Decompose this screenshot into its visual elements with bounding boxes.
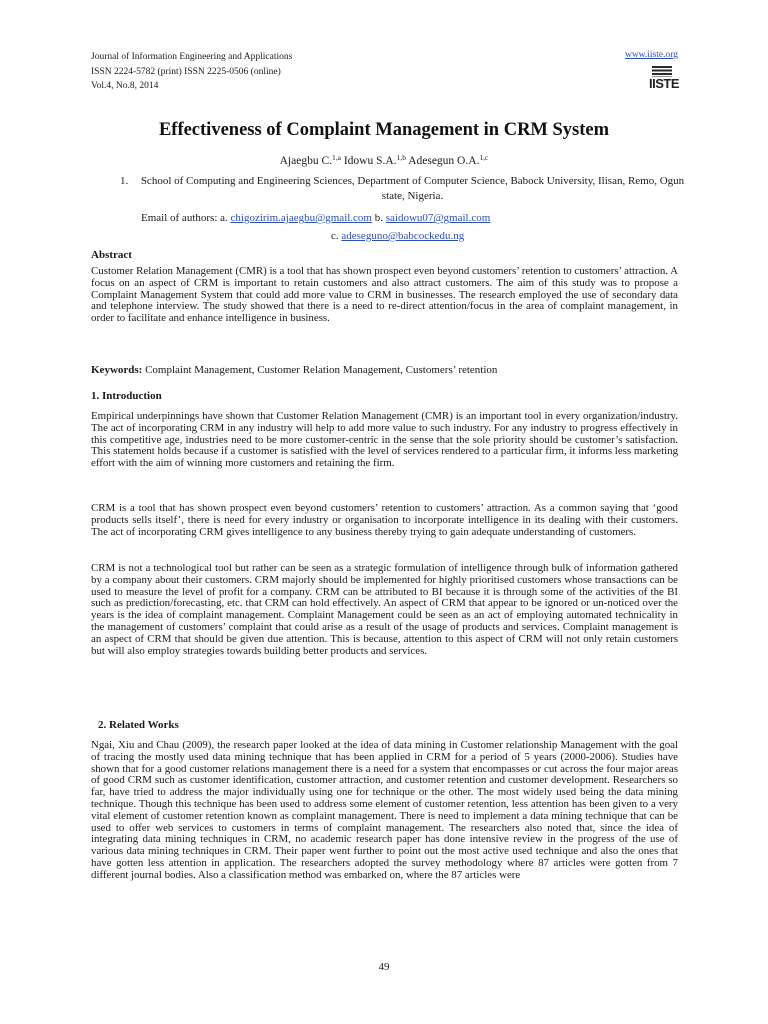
author-name: Idowu S.A. [343, 155, 397, 167]
email-link-b[interactable]: saidowu07@gmail.com [385, 212, 491, 224]
email-label: Email of authors: [141, 212, 218, 224]
keywords-text: Complaint Management, Customer Relation Management, Customers’ retention [145, 364, 498, 376]
intro-paragraph: Empirical underpinnings have shown that Customer Relation Management (CMR) is an important tool in every organization/industry. The act of incorporating CRM in any industry will help to add more value to such industry. For any industry to progress effectively in this competitive age, industries need to be more customer-centric in the sense that the sole priority should be customer’s satisfaction. This statement holds because if a customer is satisfied with the level of services rendered to a particular firm, it informs less marketing effort with the aim of winning more customers and retaining the firm. [91, 410, 679, 470]
page-number: 49 [378, 961, 390, 973]
journal-header [91, 50, 292, 94]
journal-url-link[interactable]: www.iiste.org [624, 50, 678, 60]
affiliation-text: School of Computing and Engineering Sciences, Department of Computer Science, Babock University, Ilisan, Remo, Ogun state, Nigeria. [140, 175, 685, 202]
author-email-c [331, 230, 464, 242]
author-affil-mark: 1,b [396, 153, 406, 162]
author-affil-mark: 1,a [332, 153, 341, 162]
abstract-heading: Abstract [91, 249, 132, 261]
email-prefix-b: b. [374, 212, 383, 224]
intro-paragraph: CRM is not a technological tool but rather can be seen as a strategic formulation of intelligence through bulk of information gathered by a company about their customers. CRM majorly should be implemented for highly prioritised customers whose transactions can be used to measure the level of profit for a company. CRM can be attributed to BI because it is through some of the activities of the BI such as prediction/forecasting, etc. that CRM can hold effectively. An aspect of CRM that appear to be ignored or un-noticed over the years is the idea of complaint management. Complaint Management could be seen as an act of employing automated technicality in the management of customers’ complaint that could arise as a result of the usage of products and services. Complaint management is an aspect of CRM that should be given due attention. This is because, attention to this aspect of CRM will not only retain customers but will also employ strategies towards building better products and services. [91, 562, 678, 657]
email-prefix-c: c. [331, 230, 339, 242]
author-list [0, 153, 768, 167]
email-prefix-a: a. [220, 212, 228, 224]
keywords-label: Keywords: [91, 364, 143, 376]
keywords [91, 364, 497, 376]
logo-text: IISTE [649, 76, 680, 91]
abstract-text: Customer Relation Management (CMR) is a tool that has shown prospect even beyond customers’ retention to customers’ attraction. A focus on an aspect of CRM is important to retain customers and also attract customers. The aim of this study was to propose a Complaint Management System that could add more value to CRM in businesses. The research employed the use of secondary data and telephone interview. The study showed that there is a need to re-direct attention/focus in the area of complaint management, in order to facilitate and enhance intelligence in business. [91, 265, 678, 325]
affiliation [120, 174, 685, 204]
section-heading-introduction: 1. Introduction [91, 390, 162, 402]
author-name: Adesegun O.A. [408, 155, 480, 167]
author-emails [141, 210, 490, 227]
related-works-paragraph: Ngai, Xiu and Chau (2009), the research paper looked at the idea of data mining in Customer relationship Management with the goal of tracing the mostly used data mining technique that has been applied in CRM for a period of 5 years (2000-2006). Studies have shown that for a good customer relations management there is a need for a system that encompasses or cut across the four major areas of good CRM such as customer identification, customer attraction, and customer retention and customer development. Researchers so far, have tried to address the major individually using one for technique or the other. The most widely used being the data mining technique. Though this technique has been used to address some element of customer retention, less attention has been given to a very vital element of customer retention known as complaint management. There is need to implement a data mining technique that can be used to offer web services to customers in terms of complaint management. The researchers also noted that, since the idea of integrating data mining techniques in CRM, no academic research paper has done intensive review in the progress of the use of various data mining techniques in CRM. Their paper went further to point out the most active used technique and also the ones that have gotten less attention in application. The researchers adopted the survey methodology where 87 articles were gotten from 7 different journal bodies. Also a classification method was embarked on, where the 87 articles were [91, 739, 678, 881]
email-link-c[interactable]: adeseguno@babcockedu.ng [341, 230, 465, 242]
journal-issn: ISSN 2224-5782 (print) ISSN 2225-0506 (online) [91, 66, 281, 77]
intro-paragraph: CRM is a tool that has shown prospect even beyond customers’ retention to customers’ attraction. As a common saying that ‘good products sells itself’, there is need for every industry or organisation to incorporate intelligence in its dealing with their customers. The act of incorporating CRM gives intelligence to any business thereby trying to gain adequate understanding of customers. [91, 502, 678, 538]
journal-name: Journal of Information Engineering and Applications [91, 52, 293, 62]
paper-title: Effectiveness of Complaint Management in CRM System [158, 120, 610, 140]
journal-volume: Vol.4, No.8, 2014 [91, 81, 159, 91]
author-name: Ajaegbu C. [279, 155, 332, 167]
iiste-logo [649, 66, 680, 92]
affiliation-number: 1. [120, 175, 129, 187]
email-link-a[interactable]: chigozirim.ajaegbu@gmail.com [230, 212, 372, 224]
author-affil-mark: 1,c [479, 153, 489, 162]
section-heading-related-works: 2. Related Works [98, 719, 179, 731]
